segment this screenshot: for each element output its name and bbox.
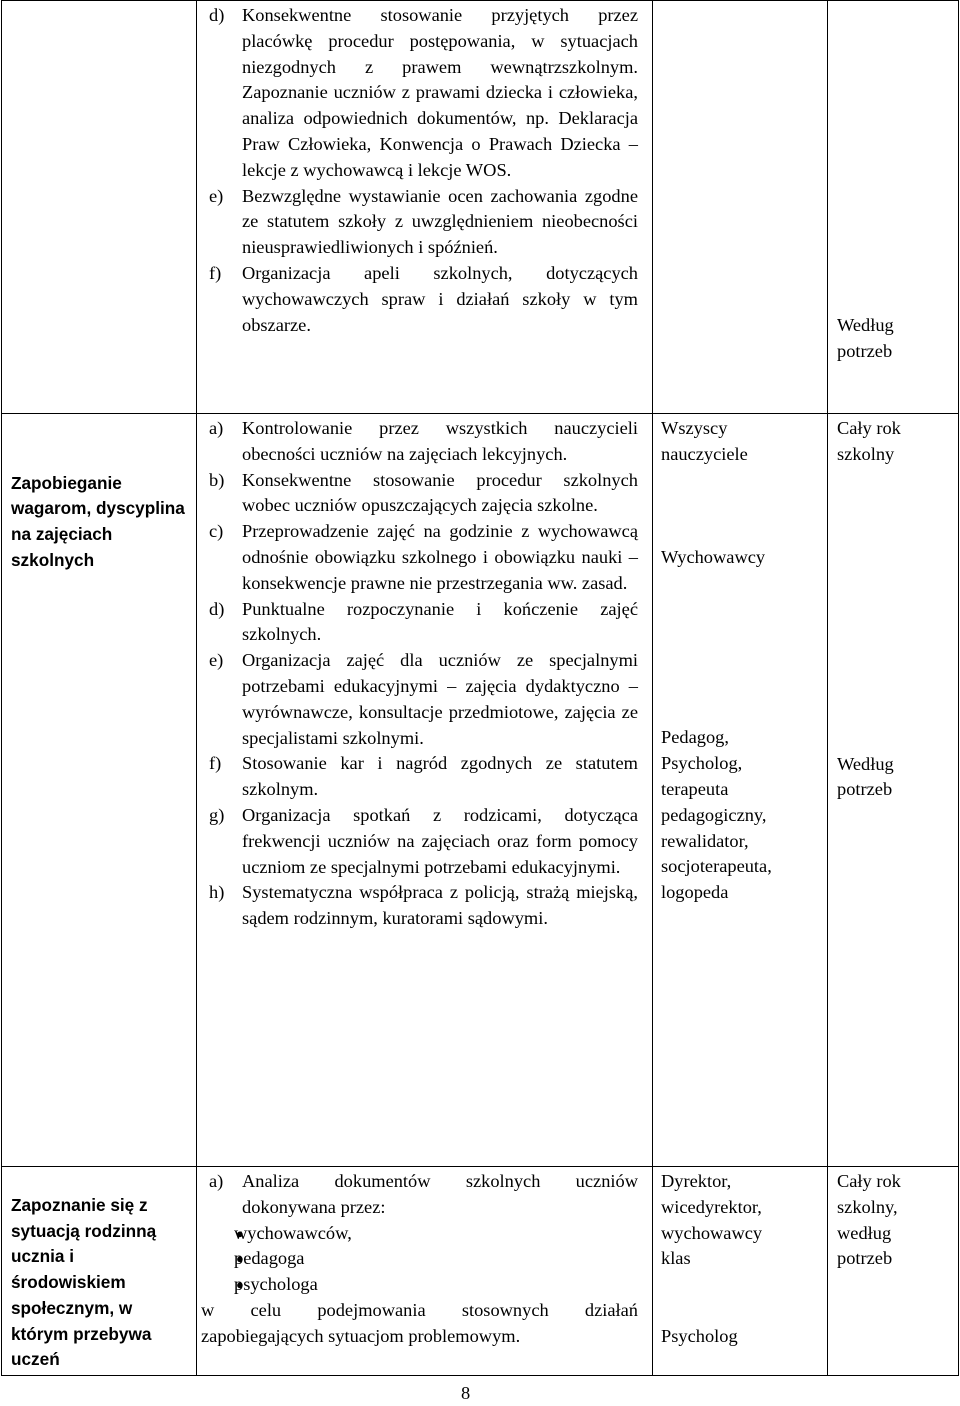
bullet-icon — [201, 1221, 234, 1247]
tasks-cell — [197, 1, 653, 414]
bullet-list — [201, 1221, 638, 1298]
deadline-text: Według potrzeb — [837, 753, 894, 800]
task-item: b) Konsekwentne stosowanie procedur szkolnych wobec uczniów opuszczających zajęcia szkolne. — [209, 469, 638, 516]
tasks-cell — [197, 414, 653, 1167]
deadline-text: Cały rok szkolny — [837, 418, 901, 464]
topic-cell — [2, 1, 197, 414]
task-item: h) Systematyczna współpraca z policją, strażą miejską, sądem rodzinnym, kuratorami sądowymi. — [209, 882, 638, 929]
list-item: ● psychologa — [201, 1272, 638, 1298]
task-item: a) Analiza dokumentów szkolnych uczniów dokonywana przez: — [209, 1171, 638, 1217]
responsible-text: Wszyscy nauczyciele — [661, 418, 748, 464]
responsible-cell — [653, 414, 828, 1167]
list-item: ● pedagoga — [201, 1246, 638, 1272]
responsible-text: Wychowawcy — [661, 546, 766, 567]
task-item: g) Organizacja spotkań z rodzicami, dotycząca frekwencji uczniów na zajęciach oraz form pomocy uczniom ze specjalnymi potrzebami edukacyjnymi. — [209, 804, 638, 877]
task-item: a) Kontrolowanie przez wszystkich nauczycieli obecności uczniów na zajęciach lekcyjnych. — [209, 418, 638, 464]
responsible-text: Psycholog — [661, 1326, 738, 1347]
closing-paragraph: w celu podejmowania stosownych działań zapobiegających sytuacjom problemowym. — [201, 1299, 638, 1346]
bullet-icon — [201, 1246, 234, 1272]
task-item: c) Przeprowadzenie zajęć na godzinie z wychowawcą odnośnie obowiązku szkolnego i obowiązku nauki – konsekwencje prawne nie przestrzegania ww. zasad. — [209, 521, 638, 593]
plan-table — [1, 0, 959, 1376]
topic-cell — [2, 1167, 197, 1376]
task-item: e) Bezwzględne wystawianie ocen zachowania zgodne ze statutem szkoły z uwzględnieniem nieobecności nieusprawiedliwionych i spóźnień. — [209, 185, 638, 258]
responsible-text: Pedagog, Psycholog, terapeuta pedagogiczny, rewalidator, socjoterapeuta, logopeda — [661, 727, 772, 903]
deadline-text: Cały rok szkolny, według potrzeb — [837, 1171, 901, 1269]
list-item: ● wychowawców, — [201, 1221, 638, 1247]
topic-label: Zapobieganie wagarom, dyscyplina na zajęciach szkolnych — [11, 472, 185, 570]
deadline-cell — [828, 1167, 959, 1376]
table-row — [2, 1167, 959, 1376]
deadline-cell — [828, 414, 959, 1167]
tasks-cell — [197, 1167, 653, 1376]
topic-label: Zapoznanie się z sytuacją rodzinną ucznia i środowiskiem społecznym, w którym przebywa uczeń — [11, 1195, 157, 1370]
table-row — [2, 1, 959, 414]
task-item: e) Organizacja zajęć dla uczniów ze specjalnymi potrzebami edukacyjnymi – zajęcia dydaktyczno – wyrównawcze, konsultacje przedmiotowe, zajęcia ze specjalistami szkolnymi. — [209, 650, 638, 748]
responsible-cell — [653, 1, 828, 414]
deadline-cell — [828, 1, 959, 414]
topic-cell — [2, 414, 197, 1167]
task-item: d) Punktualne rozpoczynanie i kończenie zajęć szkolnych. — [209, 598, 638, 645]
bullet-icon — [201, 1272, 234, 1298]
page-number: 8 — [461, 1383, 471, 1403]
deadline-text: Według potrzeb — [837, 315, 894, 361]
responsible-cell — [653, 1167, 828, 1376]
table-row — [2, 414, 959, 1167]
task-item: d) Konsekwentne stosowanie przyjętych przez placówkę procedur postępowania, w sytuacjach niezgodnych z prawem wewnątrzszkolnym. Zapoznanie uczniów z prawami dziecka i człowieka, analiza odpowiednich dokumentów, np. Deklaracja Praw Człowieka, Konwencja o Prawach Dziecka – lekcje z wychowawcą i lekcje WOS. — [209, 5, 638, 180]
task-item: f) Stosowanie kar i nagród zgodnych ze statutem szkolnym. — [209, 753, 638, 800]
responsible-text: Dyrektor, wicedyrektor, wychowawcy klas — [661, 1171, 763, 1269]
task-item: f) Organizacja apeli szkolnych, dotyczących wychowawczych spraw i działań szkoły w tym obszarze. — [209, 262, 638, 335]
